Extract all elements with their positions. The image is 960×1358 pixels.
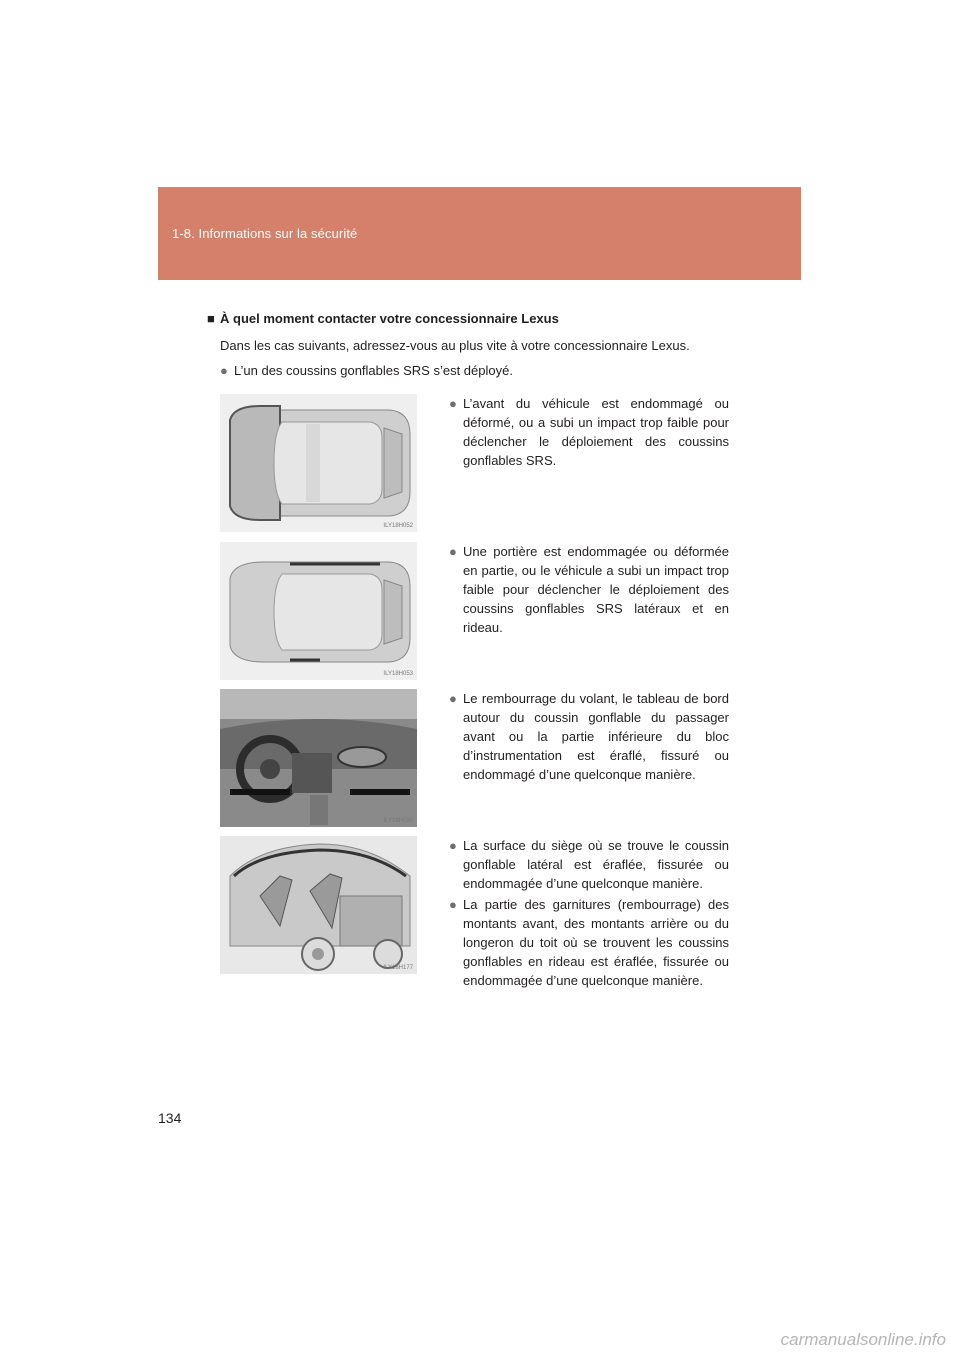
list-item-text: Une portière est endommagée ou déformée en partie, ou le véhicule a subi un impact trop faible pour déclencher le déploiement des coussins gonflables SRS latéraux et en rideau. xyxy=(463,544,729,635)
first-bullet-text: L’un des coussins gonflables SRS s’est déployé. xyxy=(234,363,513,378)
section-title: 1-8. Informations sur la sécurité xyxy=(172,226,358,241)
watermark: carmanualsonline.info xyxy=(780,1330,946,1349)
image-code: ILY18H080 xyxy=(383,818,413,824)
heading-marker: ■ xyxy=(207,311,215,326)
bullet-icon: ● xyxy=(449,897,457,912)
list-item-text: L’avant du véhicule est endommagé ou déformé, ou a subi un impact trop faible pour déclencher le déploiement des coussins gonflables SRS. xyxy=(463,396,729,468)
dashboard-icon xyxy=(220,689,417,827)
bullet-icon: ● xyxy=(220,363,228,378)
page-number: 134 xyxy=(158,1110,182,1126)
car-topview-icon xyxy=(220,542,417,680)
intro-paragraph: Dans les cas suivants, adressez-vous au plus vite à votre concessionnaire Lexus. xyxy=(220,338,690,353)
list-item-text: Le rembourrage du volant, le tableau de bord autour du coussin gonflable du passager avant ou la partie inférieure du bloc d’instrumentation est éraflé, fissuré ou endommagé d’une quelconque manière. xyxy=(463,691,729,782)
illustration-dashboard xyxy=(220,689,417,827)
list-item-text: La partie des garnitures (rembourrage) des montants avant, des montants arrière ou du longeron du toit où se trouvent les coussins gonflables en rideau est éraflée, fissurée ou endommagée d’une quelconque manière. xyxy=(463,897,729,988)
image-code: ILY18H177 xyxy=(383,965,413,971)
illustration-side-damage xyxy=(220,542,417,680)
bullet-icon: ● xyxy=(449,838,457,853)
bullet-icon: ● xyxy=(449,691,457,706)
image-code: ILY18H052 xyxy=(383,523,413,529)
illustration-front-damage xyxy=(220,394,417,532)
car-interior-icon xyxy=(220,836,417,974)
illustration-seat-interior xyxy=(220,836,417,974)
list-item-text: La surface du siège où se trouve le coussin gonflable latéral est éraflée, fissurée ou endommagée d’une quelconque manière. xyxy=(463,838,729,891)
image-code: ILY18H053 xyxy=(383,671,413,677)
bullet-icon: ● xyxy=(449,544,457,559)
heading-title: À quel moment contacter votre concessionnaire Lexus xyxy=(220,311,559,326)
bullet-icon: ● xyxy=(449,396,457,411)
car-topview-icon xyxy=(220,394,417,532)
